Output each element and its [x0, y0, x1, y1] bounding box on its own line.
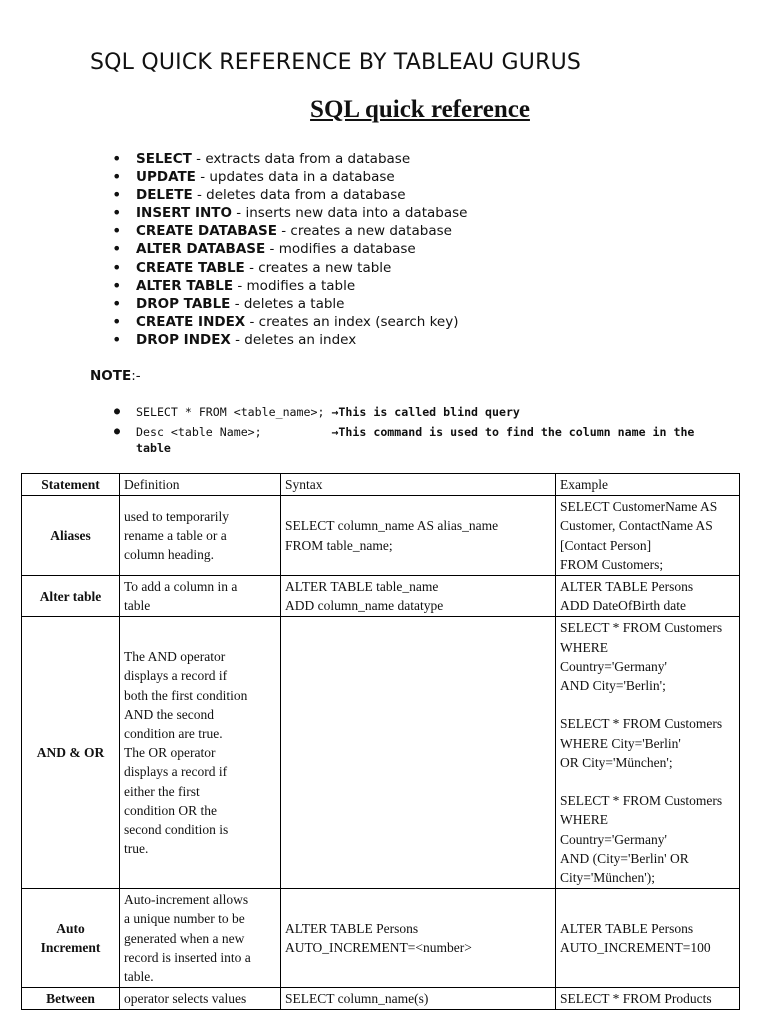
command-keyword: UPDATE	[136, 169, 196, 186]
command-description: - updates data in a database	[195, 169, 395, 186]
example-cell: ALTER TABLE Persons AUTO_INCREMENT=100	[556, 889, 740, 988]
statement-cell: AND & OR	[22, 617, 120, 889]
code-explanation: →This command is used to find the column name in the	[331, 425, 695, 439]
example-cell: SELECT CustomerName AS Customer, ContactName AS [Contact Person] FROM Customers;	[556, 496, 740, 576]
section-title: SQL quick reference	[310, 96, 530, 123]
code-snippet: SELECT * FROM <table_name>;	[136, 405, 332, 419]
list-item	[112, 277, 467, 295]
command-keyword: ALTER TABLE	[136, 277, 234, 294]
list-item	[112, 204, 467, 222]
list-item	[112, 222, 467, 240]
list-item	[112, 186, 467, 204]
statement-cell: Auto Increment	[22, 889, 120, 988]
syntax-cell: ALTER TABLE Persons AUTO_INCREMENT=<number>	[281, 889, 556, 988]
command-keyword: DROP INDEX	[136, 331, 231, 348]
table-header-cell: Statement	[22, 474, 120, 496]
command-keyword: CREATE TABLE	[136, 259, 245, 276]
list-item	[112, 168, 467, 186]
list-item	[112, 313, 467, 331]
command-description: - creates an index (search key)	[245, 313, 459, 330]
table-header-row	[22, 474, 740, 496]
note-suffix: :-	[131, 368, 141, 384]
command-description: - deletes a table	[230, 295, 345, 312]
command-keyword: DELETE	[136, 187, 193, 204]
list-item	[112, 259, 467, 277]
table-row	[22, 889, 740, 988]
command-description: - modifies a table	[233, 277, 356, 294]
list-item	[112, 404, 694, 420]
table-row	[22, 496, 740, 576]
code-explanation-continued: table	[136, 441, 171, 455]
note-list	[112, 404, 694, 456]
note-heading	[90, 368, 141, 384]
command-description: - deletes data from a database	[192, 187, 406, 204]
list-item	[112, 424, 694, 456]
code-explanation: →This is called blind query	[331, 405, 520, 419]
command-description: - creates a new table	[244, 259, 392, 276]
definition-cell: operator selects values	[120, 988, 281, 1010]
command-list	[112, 150, 467, 349]
example-cell: ALTER TABLE Persons ADD DateOfBirth date	[556, 576, 740, 617]
command-description: - modifies a database	[265, 241, 416, 258]
statement-cell: Alter table	[22, 576, 120, 617]
syntax-cell: SELECT column_name AS alias_name FROM table_name;	[281, 496, 556, 576]
table-row	[22, 617, 740, 889]
definition-cell: To add a column in a table	[120, 576, 281, 617]
example-cell: SELECT * FROM Products	[556, 988, 740, 1010]
note-label: NOTE	[90, 368, 132, 384]
document-title: SQL QUICK REFERENCE BY TABLEAU GURUS	[90, 50, 582, 75]
list-item	[112, 295, 467, 313]
command-description: - extracts data from a database	[191, 151, 411, 167]
list-item	[112, 240, 467, 258]
command-keyword: CREATE DATABASE	[136, 223, 277, 240]
syntax-cell: SELECT column_name(s)	[281, 988, 556, 1010]
example-cell: SELECT * FROM Customers WHERE Country='Germany' AND City='Berlin'; SELECT * FROM Customers WHERE City='Berlin' OR City='München'; SELECT * FROM Customers WHERE Country='Germany' AND (City='Berlin' OR City='München');	[556, 617, 740, 889]
command-keyword: ALTER DATABASE	[136, 241, 266, 258]
statement-cell: Between	[22, 988, 120, 1010]
code-snippet: Desc <table Name>;	[136, 425, 332, 439]
syntax-cell: ALTER TABLE table_name ADD column_name datatype	[281, 576, 556, 617]
command-keyword: DROP TABLE	[136, 295, 231, 312]
list-item	[112, 331, 467, 349]
definition-cell: used to temporarily rename a table or a column heading.	[120, 496, 281, 576]
definition-cell: Auto-increment allows a unique number to be generated when a new record is inserted into a table.	[120, 889, 281, 988]
table-header-cell: Syntax	[281, 474, 556, 496]
command-description: - creates a new database	[276, 223, 452, 240]
definition-cell: The AND operator displays a record if both the first condition AND the second condition are true. The OR operator displays a record if either the first condition OR the second condition is true.	[120, 617, 281, 889]
list-item	[112, 150, 467, 168]
command-description: - deletes an index	[230, 331, 357, 348]
reference-table	[21, 473, 740, 1010]
command-keyword: SELECT	[136, 151, 192, 167]
table-row	[22, 988, 740, 1010]
table-header-cell: Example	[556, 474, 740, 496]
statement-cell: Aliases	[22, 496, 120, 576]
table-row	[22, 576, 740, 617]
command-keyword: CREATE INDEX	[136, 313, 246, 330]
table-header-cell: Definition	[120, 474, 281, 496]
command-keyword: INSERT INTO	[136, 205, 232, 222]
command-description: - inserts new data into a database	[231, 205, 468, 222]
syntax-cell	[281, 617, 556, 889]
